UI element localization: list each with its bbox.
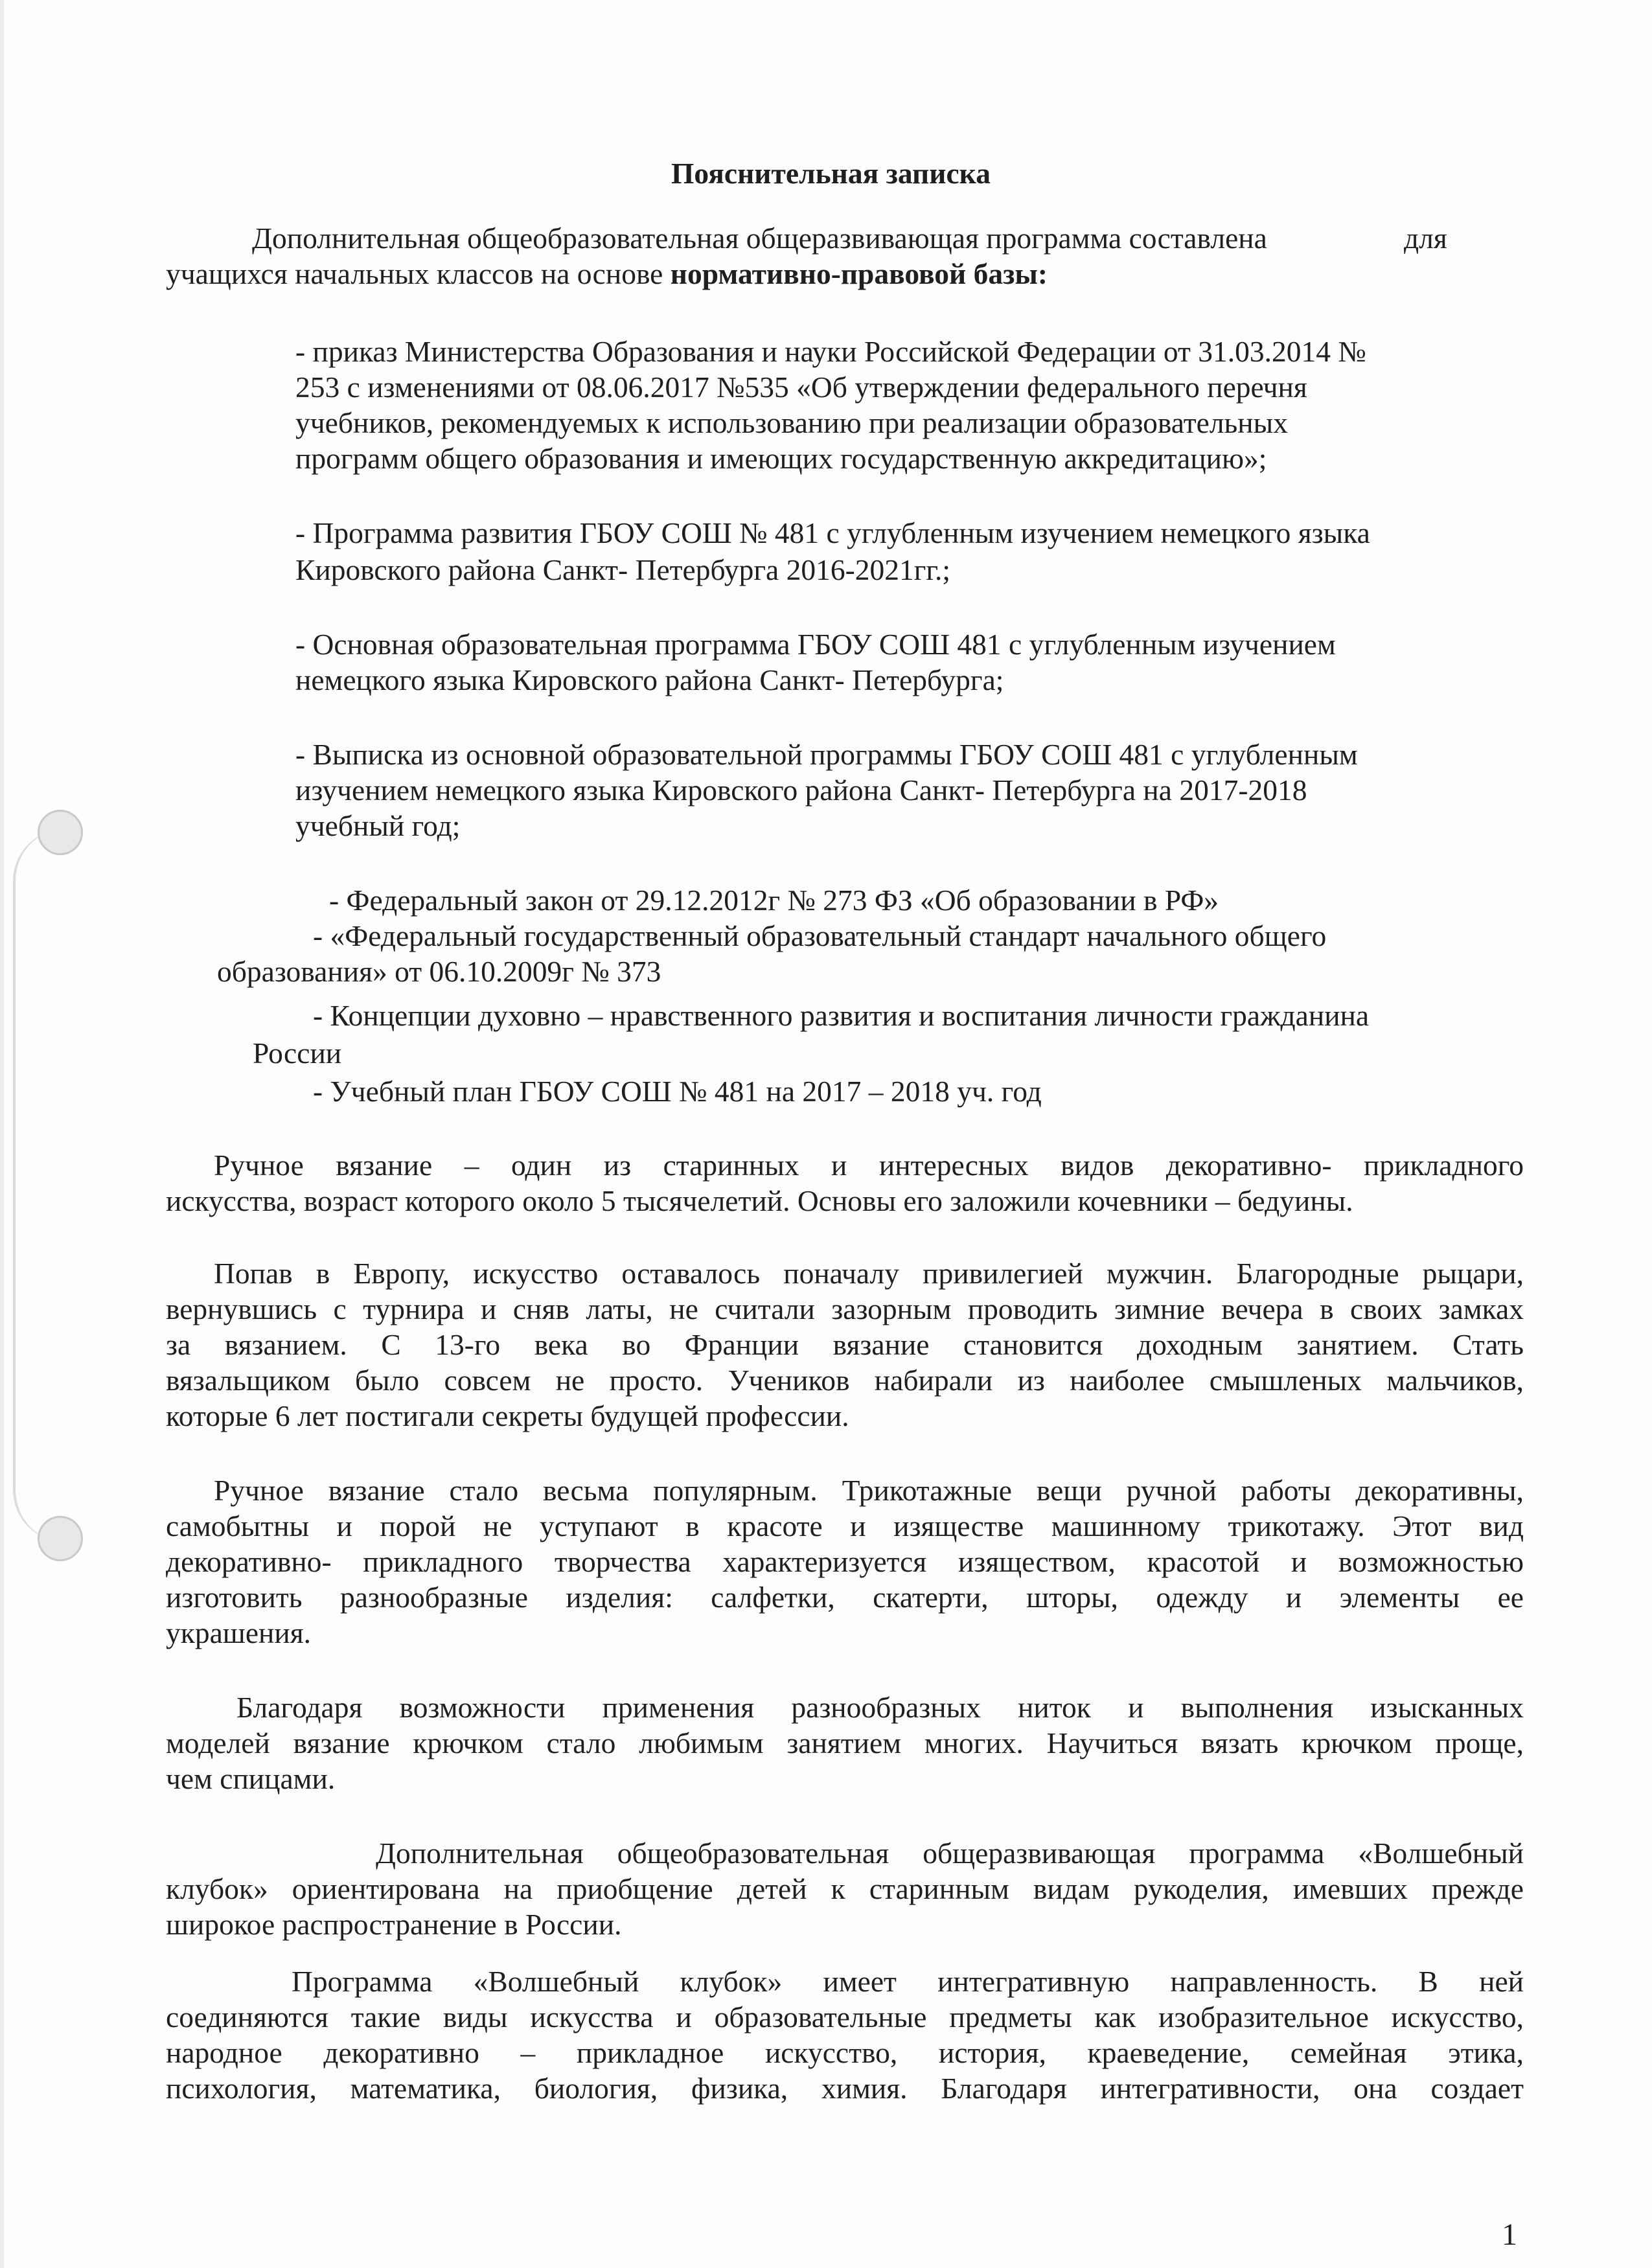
paragraph-line: которые 6 лет постигали секреты будущей профессии. bbox=[166, 1399, 849, 1432]
paragraph-line: широкое распространение в России. bbox=[166, 1908, 622, 1941]
paragraph-line: Дополнительная общеобразовательная общеразвивающая программа «Волшебный bbox=[376, 1837, 1524, 1870]
paragraph-line: соединяются такие виды искусства и образовательные предметы как изобразительное искусство, bbox=[166, 2000, 1524, 2033]
paragraph-line: Программа «Волшебный клубок» имеет интегративную направленность. В ней bbox=[292, 1965, 1524, 1998]
list-item-line: - Концепции духовно – нравственного развития и воспитания личности гражданина bbox=[313, 999, 1370, 1032]
list-item-line: 253 с изменениями от 08.06.2017 №535 «Об утверждении федерального перечня bbox=[295, 371, 1307, 404]
intro-line-1-tail: для bbox=[1404, 222, 1447, 255]
list-item-line: - приказ Министерства Образования и науки Российской Федерации от 31.03.2014 № bbox=[295, 335, 1366, 368]
paragraph-line: чем спицами. bbox=[166, 1762, 336, 1795]
paragraph-line: Ручное вязание стало весьма популярным. Трикотажные вещи ручной работы декоративны, bbox=[214, 1474, 1524, 1507]
paragraph-line: украшения. bbox=[166, 1616, 312, 1649]
paragraph-line: клубок» ориентирована на приобщение детей к старинным видам рукоделия, имевших прежде bbox=[166, 1872, 1524, 1905]
page-title: Пояснительная записка bbox=[671, 157, 991, 190]
paragraph-line: Ручное вязание – один из старинных и интересных видов декоративно- прикладного bbox=[214, 1149, 1524, 1182]
intro-line-1: Дополнительная общеобразовательная общеразвивающая программа составлена bbox=[252, 222, 1267, 255]
intro-bold-phrase: нормативно-правовой базы: bbox=[670, 257, 1048, 290]
paragraph-line: Благодаря возможности применения разнообразных ниток и выполнения изысканных bbox=[236, 1691, 1524, 1724]
list-item-line: изучением немецкого языка Кировского района Санкт- Петербурга на 2017-2018 bbox=[295, 773, 1307, 807]
paragraph-line: моделей вязание крючком стало любимым занятием многих. Научиться вязать крючком проще, bbox=[166, 1726, 1524, 1759]
page-number: 1 bbox=[1502, 2217, 1517, 2252]
list-item-line: программ общего образования и имеющих государственную аккредитацию»; bbox=[295, 442, 1267, 475]
list-item-line: Кировского района Санкт- Петербурга 2016-2021гг.; bbox=[295, 553, 950, 586]
paragraph-line: Попав в Европу, искусство оставалось поначалу привилегией мужчин. Благородные рыцари, bbox=[214, 1257, 1524, 1290]
list-item-line: - Основная образовательная программа ГБОУ СОШ 481 с углубленным изучением bbox=[295, 628, 1336, 661]
list-item-line: - Выписка из основной образовательной программы ГБОУ СОШ 481 с углубленным bbox=[295, 738, 1358, 771]
paragraph-line: психология, математика, биология, физика, химия. Благодаря интегративности, она создает bbox=[166, 2072, 1524, 2105]
paragraph-line: самобытны и порой не уступают в красоте и изяществе машинному трикотажу. Этот вид bbox=[166, 1509, 1524, 1542]
list-item-line: учебный год; bbox=[295, 809, 461, 842]
list-item-line: - «Федеральный государственный образовательный стандарт начального общего bbox=[313, 919, 1327, 952]
list-item-line: России bbox=[253, 1037, 342, 1070]
paragraph-line: за вязанием. С 13-го века во Франции вязание становится доходным занятием. Стать bbox=[166, 1328, 1524, 1361]
punch-hole bbox=[38, 1516, 83, 1561]
paper-curl bbox=[13, 829, 119, 1542]
list-item-line: учебников, рекомендуемых к использованию при реализации образовательных bbox=[295, 406, 1288, 439]
punch-hole bbox=[38, 810, 83, 855]
list-item-line: - Программа развития ГБОУ СОШ № 481 с углубленным изучением немецкого языка bbox=[295, 516, 1370, 549]
intro-line-2: учащихся начальных классов на основе нормативно-правовой базы: bbox=[166, 257, 1048, 290]
list-item-line: образования» от 06.10.2009г № 373 bbox=[217, 955, 661, 988]
paragraph-line: декоративно- прикладного творчества характеризуется изяществом, красотой и возможностью bbox=[166, 1545, 1524, 1578]
paragraph-line: вернувшись с турнира и сняв латы, не считали зазорным проводить зимние вечера в своих замках bbox=[166, 1292, 1524, 1325]
list-item-line: - Федеральный закон от 29.12.2012г № 273 ФЗ «Об образовании в РФ» bbox=[329, 884, 1219, 917]
list-item-line: немецкого языка Кировского района Санкт- Петербурга; bbox=[295, 663, 1004, 696]
paragraph-line: изготовить разнообразные изделия: салфетки, скатерти, шторы, одежду и элементы ее bbox=[166, 1581, 1524, 1614]
paragraph-line: искусства, возраст которого около 5 тысячелетий. Основы его заложили кочевники – бедуины. bbox=[166, 1184, 1353, 1217]
paragraph-line: народное декоративно – прикладное искусство, история, краеведение, семейная этика, bbox=[166, 2036, 1524, 2069]
list-item-line: - Учебный план ГБОУ СОШ № 481 на 2017 – 2018 уч. год bbox=[313, 1075, 1042, 1108]
paragraph-line: вязальщиком было совсем не просто. Учеников набирали из наиболее смышленых мальчиков, bbox=[166, 1364, 1524, 1397]
